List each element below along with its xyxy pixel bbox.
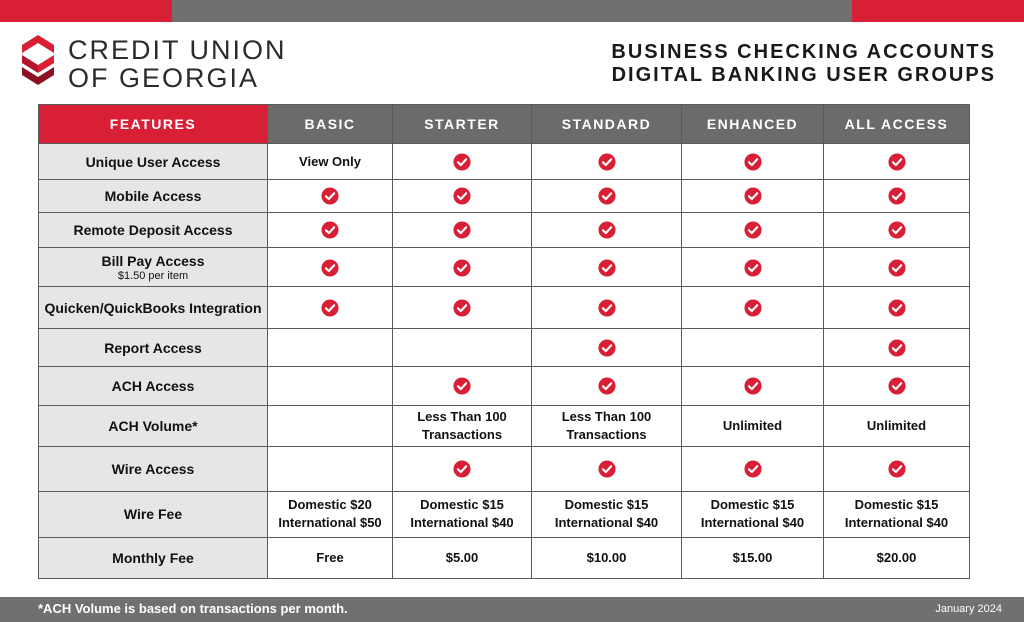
table-cell xyxy=(532,287,682,329)
checkmark-circle-icon xyxy=(888,339,906,357)
table-row xyxy=(39,180,970,213)
cug-logo-icon xyxy=(18,33,58,91)
checkmark-circle-icon xyxy=(744,259,762,277)
checkmark-circle-icon xyxy=(744,153,762,171)
table-cell xyxy=(268,405,393,446)
table-row xyxy=(39,248,970,287)
table-cell xyxy=(268,446,393,491)
feature-label xyxy=(39,180,268,213)
feature-label xyxy=(39,329,268,367)
top-banner-accent-left xyxy=(0,0,172,22)
table-cell xyxy=(268,287,393,329)
column-header-tier: ALL ACCESS xyxy=(824,105,970,144)
table-cell: Less Than 100 Transactions xyxy=(532,405,682,446)
table-cell: Unlimited xyxy=(682,405,824,446)
table-cell xyxy=(682,213,824,248)
table-cell xyxy=(532,180,682,213)
table-cell xyxy=(682,287,824,329)
table-row xyxy=(39,446,970,491)
checkmark-circle-icon xyxy=(888,187,906,205)
feature-label xyxy=(39,213,268,248)
table-cell xyxy=(268,329,393,367)
table-cell: $20.00 xyxy=(824,537,970,578)
table-row xyxy=(39,537,970,578)
table-row xyxy=(39,367,970,405)
table-cell xyxy=(682,248,824,287)
checkmark-circle-icon xyxy=(453,460,471,478)
column-header-tier: STANDARD xyxy=(532,105,682,144)
checkmark-circle-icon xyxy=(598,153,616,171)
checkmark-circle-icon xyxy=(453,259,471,277)
table-row xyxy=(39,329,970,367)
checkmark-circle-icon xyxy=(321,221,339,239)
table-cell: $10.00 xyxy=(532,537,682,578)
feature-name: Quicken/QuickBooks Integration xyxy=(44,299,262,316)
table-cell: $15.00 xyxy=(682,537,824,578)
table-cell: $5.00 xyxy=(393,537,532,578)
checkmark-circle-icon xyxy=(888,259,906,277)
table-cell xyxy=(532,144,682,180)
table-cell xyxy=(532,329,682,367)
checkmark-circle-icon xyxy=(888,460,906,478)
checkmark-circle-icon xyxy=(598,259,616,277)
comparison-table xyxy=(38,104,970,579)
feature-name: Unique User Access xyxy=(85,153,221,170)
top-banner xyxy=(0,0,1024,22)
feature-name: Report Access xyxy=(104,339,202,356)
table-cell xyxy=(532,248,682,287)
table-cell xyxy=(824,144,970,180)
table-cell: Domestic $15 International $40 xyxy=(532,491,682,537)
brand-name-line2: OF GEORGIA xyxy=(68,63,260,93)
table-cell xyxy=(393,329,532,367)
table-cell xyxy=(393,180,532,213)
checkmark-circle-icon xyxy=(598,221,616,239)
table-cell xyxy=(393,213,532,248)
brand-logo xyxy=(18,33,298,93)
checkmark-circle-icon xyxy=(598,460,616,478)
table-cell xyxy=(682,446,824,491)
table-cell xyxy=(824,287,970,329)
table-cell: Free xyxy=(268,537,393,578)
table-cell: Domestic $15 International $40 xyxy=(393,491,532,537)
table-row xyxy=(39,213,970,248)
table-cell xyxy=(268,180,393,213)
footer-bar xyxy=(0,597,1024,622)
feature-name: Monthly Fee xyxy=(112,549,194,566)
feature-label xyxy=(39,287,268,329)
table-cell xyxy=(682,144,824,180)
checkmark-circle-icon xyxy=(453,153,471,171)
feature-name: Wire Fee xyxy=(123,506,183,523)
checkmark-circle-icon xyxy=(321,259,339,277)
footer-date: January 2024 xyxy=(935,603,1002,615)
table-cell xyxy=(824,180,970,213)
checkmark-circle-icon xyxy=(744,187,762,205)
feature-name: ACH Access xyxy=(111,378,195,394)
table-cell xyxy=(682,180,824,213)
table-row xyxy=(39,491,970,537)
column-header-tier: BASIC xyxy=(268,105,393,144)
feature-name: Wire Access xyxy=(111,460,195,477)
table-cell xyxy=(532,367,682,405)
checkmark-circle-icon xyxy=(321,187,339,205)
table-cell xyxy=(682,367,824,405)
table-cell xyxy=(268,213,393,248)
table-cell xyxy=(682,329,824,367)
feature-label xyxy=(39,248,268,287)
brand-name-line1: CREDIT UNION xyxy=(68,35,287,65)
table-header-row xyxy=(39,105,970,144)
table-cell xyxy=(824,329,970,367)
table-row xyxy=(39,405,970,446)
feature-label xyxy=(39,491,268,537)
checkmark-circle-icon xyxy=(888,299,906,317)
table-cell xyxy=(268,248,393,287)
feature-name: Bill Pay Access xyxy=(101,252,205,269)
table-cell xyxy=(393,367,532,405)
feature-label xyxy=(39,367,268,405)
table-cell xyxy=(532,213,682,248)
checkmark-circle-icon xyxy=(744,460,762,478)
table-cell xyxy=(393,446,532,491)
checkmark-circle-icon xyxy=(744,299,762,317)
checkmark-circle-icon xyxy=(598,377,616,395)
column-header-features: FEATURES xyxy=(39,105,268,144)
checkmark-circle-icon xyxy=(598,187,616,205)
table-cell xyxy=(824,367,970,405)
feature-label xyxy=(39,446,268,491)
table-cell xyxy=(824,213,970,248)
checkmark-circle-icon xyxy=(453,221,471,239)
feature-label xyxy=(39,405,268,446)
table-row xyxy=(39,287,970,329)
table-cell: View Only xyxy=(268,144,393,180)
table-cell: Unlimited xyxy=(824,405,970,446)
checkmark-circle-icon xyxy=(598,299,616,317)
table-cell xyxy=(824,446,970,491)
page-title xyxy=(611,41,996,87)
table-row xyxy=(39,144,970,180)
column-header-tier: ENHANCED xyxy=(682,105,824,144)
checkmark-circle-icon xyxy=(744,377,762,395)
checkmark-circle-icon xyxy=(453,299,471,317)
feature-label xyxy=(39,144,268,180)
checkmark-circle-icon xyxy=(321,299,339,317)
table-cell xyxy=(393,144,532,180)
footnote: *ACH Volume is based on transactions per month. xyxy=(38,601,348,616)
table-cell xyxy=(393,287,532,329)
checkmark-circle-icon xyxy=(888,377,906,395)
checkmark-circle-icon xyxy=(453,377,471,395)
checkmark-circle-icon xyxy=(744,221,762,239)
feature-name: Mobile Access xyxy=(104,188,202,205)
top-banner-accent-right xyxy=(852,0,1024,22)
table-cell xyxy=(532,446,682,491)
table-cell: Less Than 100 Transactions xyxy=(393,405,532,446)
checkmark-circle-icon xyxy=(453,187,471,205)
checkmark-circle-icon xyxy=(598,339,616,357)
table-cell: Domestic $15 International $40 xyxy=(824,491,970,537)
feature-subnote: $1.50 per item xyxy=(117,269,189,282)
feature-name: ACH Volume* xyxy=(108,417,198,434)
page-title-line1: BUSINESS CHECKING ACCOUNTS xyxy=(611,41,996,63)
table-cell xyxy=(824,248,970,287)
column-header-tier: STARTER xyxy=(393,105,532,144)
table-cell xyxy=(268,367,393,405)
checkmark-circle-icon xyxy=(888,221,906,239)
table-cell xyxy=(393,248,532,287)
checkmark-circle-icon xyxy=(888,153,906,171)
table-cell: Domestic $15 International $40 xyxy=(682,491,824,537)
feature-name: Remote Deposit Access xyxy=(73,222,233,239)
page-title-line2: DIGITAL BANKING USER GROUPS xyxy=(611,64,996,86)
feature-label xyxy=(39,537,268,578)
table-cell: Domestic $20 International $50 xyxy=(268,491,393,537)
